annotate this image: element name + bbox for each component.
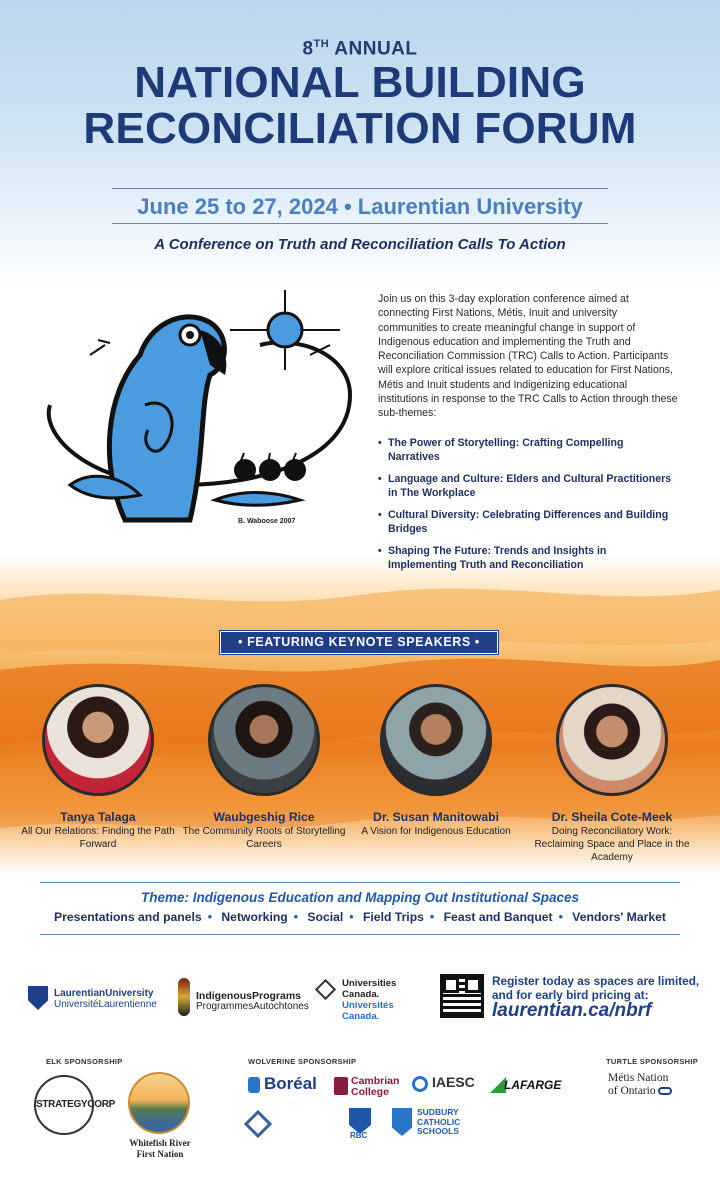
sub-theme-item: • Language and Culture: Elders and Cultural Practitioners in The Workplace: [378, 472, 678, 500]
whitefish-river-logo: [128, 1072, 190, 1134]
sub-theme-item: • Shaping The Future: Trends and Insights in Implementing Truth and Reconciliation: [378, 544, 678, 572]
laurentian-name-fr: UniversitéLaurentienne: [54, 999, 157, 1010]
speaker-card: [179, 684, 349, 851]
edition-number: 8: [302, 38, 314, 60]
uc-line: Universités: [342, 1000, 394, 1011]
register-link[interactable]: laurentian.ca/nbrf: [492, 1000, 652, 1021]
turtle-sponsorship-heading: TURTLE SPONSORSHIP: [606, 1057, 699, 1066]
wrfn-line: Whitefish River: [129, 1138, 191, 1148]
rbc-logo: RBC: [350, 1131, 368, 1140]
activity-item: Field Trips: [362, 910, 424, 924]
activities-list: Presentations and panels • Networking • Social • Field Trips • Feast and Banquet • Vendors' Market: [54, 910, 666, 924]
speaker-talk: All Our Relations: Finding the Path Forward: [21, 826, 175, 850]
feather-icon: [178, 978, 190, 1016]
laurentian-shield-icon: [28, 986, 48, 1010]
title-line-1: NATIONAL BUILDING: [134, 58, 586, 108]
strategycorp-logo: STRATEGYCORP: [34, 1075, 94, 1135]
edition-suffix: TH: [313, 38, 330, 50]
date-location: June 25 to 27, 2024 • Laurentian University: [137, 194, 583, 219]
activity-item: Vendors' Market: [572, 910, 666, 924]
wolverine-sponsorship-heading: WOLVERINE SPONSORSHIP: [248, 1057, 357, 1066]
register-text: Register today as spaces are limited, and for early bird pricing at:: [492, 974, 700, 1002]
sudbury-line: CATHOLIC: [417, 1116, 461, 1127]
header: [0, 38, 720, 152]
speaker-name: Waubgeshig Rice: [213, 810, 315, 824]
sub-theme-item: • The Power of Storytelling: Crafting Compelling Narratives: [378, 436, 678, 464]
iaesc-logo: IAESC: [432, 1074, 475, 1090]
divider-theme-bottom: [40, 934, 680, 935]
boreal-logo: Boréal: [264, 1074, 317, 1093]
speaker-talk: The Community Roots of Storytelling Careers: [182, 826, 346, 850]
cambrian-icon: [334, 1077, 348, 1095]
iaesc-icon: [412, 1076, 428, 1092]
indigenous-programs-en: IndigenousPrograms: [196, 990, 302, 1002]
uc-line: Canada.: [342, 1011, 380, 1022]
speaker-photo: [380, 684, 492, 796]
infinity-icon: [658, 1087, 672, 1095]
speaker-card: [527, 684, 697, 864]
theme-title: Theme: Indigenous Education and Mapping Out Institutional Spaces: [140, 890, 580, 905]
speaker-card: [351, 684, 521, 838]
speaker-photo: [208, 684, 320, 796]
speaker-card: [13, 684, 183, 851]
cambrian-line: Cambrian: [351, 1075, 400, 1087]
laurentian-logo: [28, 986, 168, 1016]
conference-subtitle: A Conference on Truth and Reconciliation Calls To Action: [154, 236, 566, 253]
edition-word: ANNUAL: [334, 38, 418, 60]
keynote-badge: • FEATURING KEYNOTE SPEAKERS •: [220, 631, 498, 654]
speaker-talk: A Vision for Indigenous Education: [361, 826, 511, 837]
indigenous-programs-fr: ProgrammesAutochtones: [196, 1001, 309, 1012]
speaker-photo: [556, 684, 668, 796]
intro-paragraph: Join us on this 3-day exploration conference aimed at connecting First Nations, Métis, Inuit and university communities to create meaningful change in support of Indigenous education and implementing the Truth and Reconciliation Commission (TRC) Calls to Action. Participants will explore critical issues related to education for First Nations, Métis and Inuit students and Indigenizing educational institutions in response to the TRC Calls to Action through these sub-themes:: [378, 293, 678, 420]
diamond-icon: [315, 979, 336, 1000]
metis-line: Métis Nation: [608, 1072, 669, 1084]
sudbury-catholic-logo: [417, 1108, 460, 1137]
sudbury-line: SUDBURY: [417, 1107, 459, 1117]
uc-name-en: [342, 978, 396, 1000]
speaker-talk: Doing Reconciliatory Work: Reclaiming Space and Place in the Academy: [534, 826, 690, 863]
sub-themes-list: [378, 436, 678, 580]
divider-bottom: [112, 223, 608, 224]
laurentian-name-en: LaurentianUniversity: [54, 988, 154, 999]
lafarge-logo: LAFARGE: [504, 1078, 562, 1092]
cambrian-line: College: [351, 1086, 389, 1098]
activity-item: Social: [307, 910, 344, 924]
speaker-photo: [42, 684, 154, 796]
divider-theme-top: [40, 882, 680, 883]
title-line-2: RECONCILIATION FORUM: [83, 104, 637, 154]
divider-top: [112, 188, 608, 189]
sudbury-line: SCHOOLS: [417, 1126, 460, 1136]
union-hexagon-icon: [244, 1110, 272, 1138]
activity-item: Networking: [221, 910, 288, 924]
boreal-icon: [248, 1077, 260, 1093]
indigenous-programs-logo: [178, 978, 318, 1018]
uc-line: Universities: [342, 978, 397, 989]
elk-sponsorship-heading: ELK SPONSORSHIP: [46, 1057, 123, 1066]
activity-item: Presentations and panels: [54, 910, 202, 924]
speaker-name: Tanya Talaga: [60, 810, 136, 824]
activity-item: Feast and Banquet: [443, 910, 553, 924]
register-block: [492, 974, 702, 1021]
sub-theme-item: • Cultural Diversity: Celebrating Differences and Building Bridges: [378, 508, 678, 536]
wrfn-line: First Nation: [136, 1149, 184, 1159]
woodland-art-bird-illustration: [30, 285, 360, 535]
art-credit: B. Waboose 2007: [238, 518, 296, 525]
universities-canada-logo: [318, 978, 418, 1022]
cambrian-logo: [351, 1076, 399, 1098]
uc-line: Canada.: [342, 989, 380, 1000]
qr-code-icon[interactable]: [440, 974, 484, 1018]
whitefish-river-label: [110, 1138, 210, 1160]
metis-line: of Ontario: [608, 1085, 656, 1097]
sudbury-catholic-shield-icon: [392, 1108, 412, 1136]
speaker-name: Dr. Sheila Cote-Meek: [551, 810, 673, 824]
metis-nation-logo: [608, 1072, 672, 1098]
speaker-name: Dr. Susan Manitowabi: [373, 810, 499, 824]
uc-name-fr: [342, 1000, 394, 1022]
edition-label: [0, 38, 720, 60]
